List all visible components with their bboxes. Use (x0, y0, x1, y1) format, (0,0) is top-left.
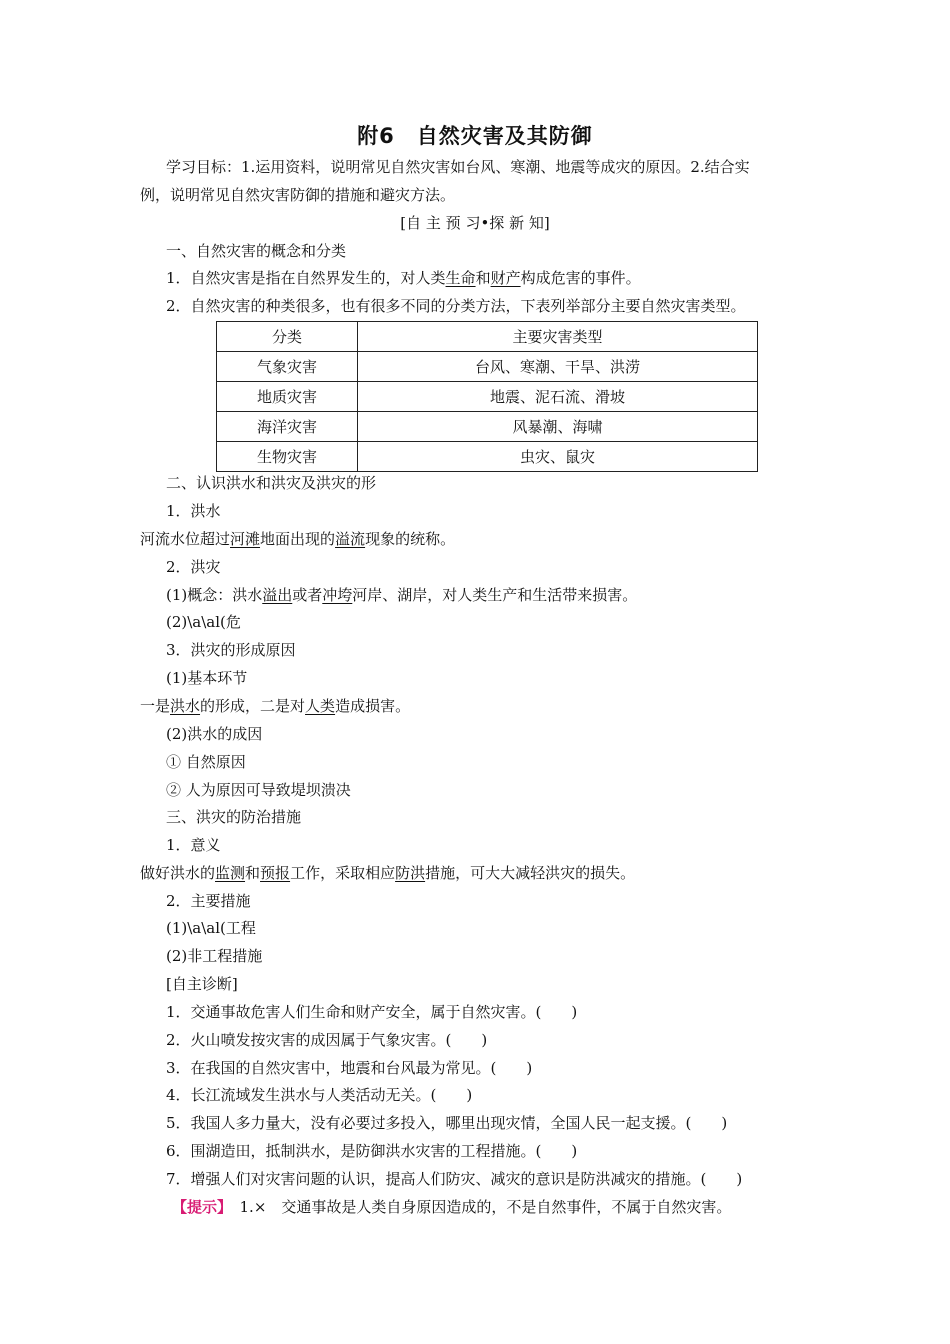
table-row (217, 412, 758, 442)
diagnosis-item: 3．在我国的自然灾害中，地震和台风最为常见。( ) (166, 1059, 533, 1077)
answer-blank: 生命 (445, 269, 476, 287)
text: 1．自然灾害是指在自然界发生的，对人类 (166, 269, 446, 287)
answer-blank: 河滩 (230, 530, 261, 548)
table-header-cell: 主要灾害类型 (358, 322, 758, 352)
subheading-significance: 1．意义 (166, 836, 221, 854)
table-cell: 虫灾、鼠灾 (358, 442, 758, 472)
subheading-measures: 2．主要措施 (166, 892, 251, 910)
text: 地面出现的 (260, 530, 336, 548)
text: 河流水位超过 (140, 530, 231, 548)
answer-blank: 财产 (490, 269, 521, 287)
significance-text (140, 863, 635, 883)
text: 的形成，二是对 (200, 697, 306, 715)
text: 一是 (140, 697, 171, 715)
table-cell: 地质灾害 (217, 382, 358, 412)
hint-label: 【提示】 (172, 1198, 225, 1216)
engineering-measures: (1)\a\al(工程 (166, 919, 256, 937)
hint-line (172, 1197, 731, 1217)
table-header-row (217, 322, 758, 352)
diagnosis-item: 7．增强人们对灾害问题的认识，提高人们防灾、减灾的意识是防洪减灾的措施。( ) (166, 1170, 743, 1188)
text: 和 (475, 269, 491, 287)
diagnosis-item: 6．围湖造田，抵制洪水，是防御洪水灾害的工程措施。( ) (166, 1142, 578, 1160)
text: 工作，采取相应 (290, 864, 396, 882)
table-header-cell: 分类 (217, 322, 358, 352)
non-engineering-measures: (2)非工程措施 (166, 947, 263, 965)
table-row (217, 352, 758, 382)
answer-blank: 预报 (260, 864, 291, 882)
subheading-causes: 3．洪灾的形成原因 (166, 641, 296, 659)
table-row (217, 442, 758, 472)
diagnosis-item: 4．长江流域发生洪水与人类活动无关。( ) (166, 1086, 473, 1104)
natural-causes: ① 自然原因 (166, 753, 246, 771)
table-cell: 地震、泥石流、滑坡 (358, 382, 758, 412)
table-row (217, 382, 758, 412)
answer-blank: 冲垮 (322, 586, 353, 604)
answer-blank: 溢流 (335, 530, 366, 548)
flood-causes: (2)洪水的成因 (166, 725, 263, 743)
hint-text: 1.× 交通事故是人类自身原因造成的，不是自然事件，不属于自然灾害。 (224, 1198, 732, 1216)
text: 造成损害。 (335, 697, 411, 715)
answer-blank: 溢出 (262, 586, 293, 604)
basic-links: (1)基本环节 (166, 669, 248, 687)
subheading-flood: 1．洪水 (166, 502, 221, 520)
answer-blank: 人类 (305, 697, 336, 715)
answer-blank: 监测 (215, 864, 246, 882)
objectives-line-2: 例，说明常见自然灾害防御的措施和避灾方法。 (140, 186, 456, 204)
self-diagnosis-heading: [自主诊断] (166, 975, 238, 993)
diagnosis-item: 2．火山喷发按灾害的成因属于气象灾害。( ) (166, 1031, 488, 1049)
human-causes: ② 人为原因可导致堤坝溃决 (166, 781, 351, 799)
table-cell: 生物灾害 (217, 442, 358, 472)
section-1-heading: 一、自然灾害的概念和分类 (166, 242, 347, 260)
text: 构成危害的事件。 (520, 269, 641, 287)
table-cell: 台风、寒潮、干旱、洪涝 (358, 352, 758, 382)
answer-blank: 防洪 (395, 864, 426, 882)
flood-disaster-concept (166, 585, 637, 605)
section-2-heading: 二、认识洪水和洪灾及洪灾的形 (166, 474, 377, 492)
flood-disaster-harm: (2)\a\al(危 (166, 613, 241, 631)
table-cell: 气象灾害 (217, 352, 358, 382)
flood-definition (140, 529, 455, 549)
text: 现象的统称。 (365, 530, 456, 548)
table-cell: 海洋灾害 (217, 412, 358, 442)
text: 做好洪水的 (140, 864, 216, 882)
section-3-heading: 三、洪灾的防治措施 (166, 808, 302, 826)
text: 河岸、湖岸，对人类生产和生活带来损害。 (352, 586, 638, 604)
disaster-classification-table (216, 321, 758, 472)
text: 或者 (292, 586, 323, 604)
section-1-paragraph-2: 2．自然灾害的种类很多，也有很多不同的分类方法，下表列举部分主要自然灾害类型。 (166, 297, 746, 315)
diagnosis-item: 5．我国人多力量大，没有必要过多投入，哪里出现灾情，全国人民一起支援。( ) (166, 1114, 728, 1132)
text: 和 (245, 864, 261, 882)
section-header: [自 主 预 习•探 新 知] (400, 214, 550, 232)
objectives-line-1: 学习目标：1.运用资料，说明常见自然灾害如台风、寒潮、地震等成灾的原因。2.结合实 (166, 158, 750, 176)
section-1-paragraph-1 (166, 268, 641, 288)
basic-links-text (140, 696, 410, 716)
diagnosis-item: 1．交通事故危害人们生命和财产安全，属于自然灾害。( ) (166, 1003, 578, 1021)
page-title: 附6 自然灾害及其防御 (357, 124, 593, 148)
subheading-flood-disaster: 2．洪灾 (166, 558, 221, 576)
text: 措施，可大大减轻洪灾的损失。 (425, 864, 636, 882)
answer-blank: 洪水 (170, 697, 201, 715)
table-cell: 风暴潮、海啸 (358, 412, 758, 442)
text: (1)概念：洪水 (166, 586, 263, 604)
